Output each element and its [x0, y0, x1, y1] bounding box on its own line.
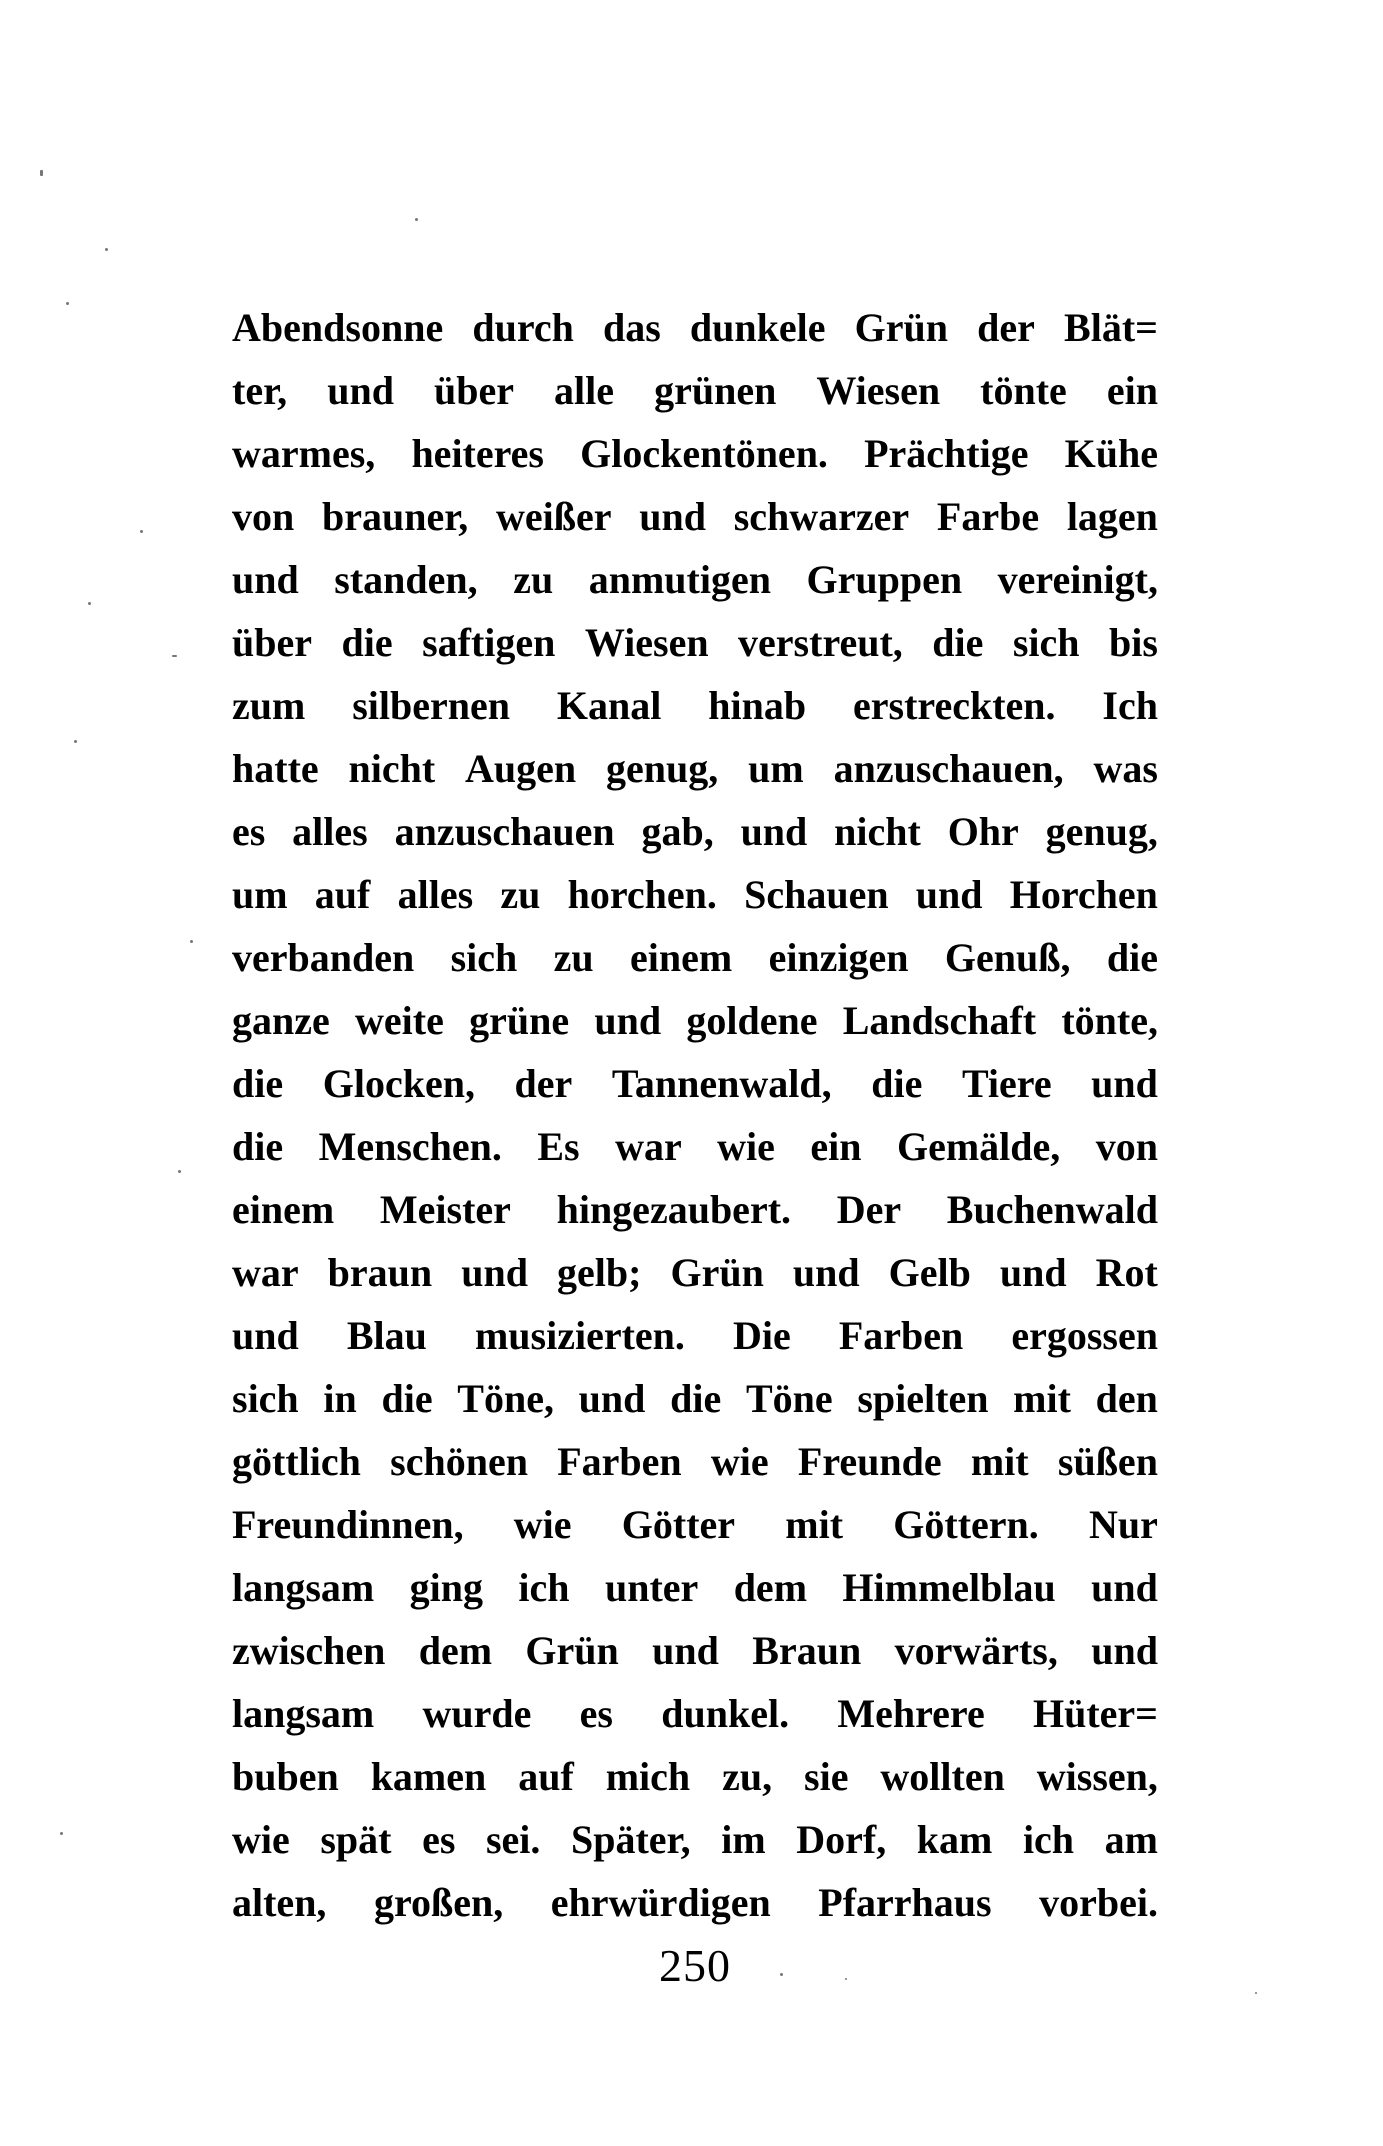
scan-speck: [1255, 1992, 1257, 1994]
scan-speck: [88, 602, 91, 605]
scan-speck: [66, 302, 69, 305]
text-line: göttlich schönen Farben wie Freunde mit süßen: [232, 1439, 1158, 1484]
text-line: um auf alles zu horchen. Schauen und Horchen: [232, 872, 1158, 917]
text-line: über die saftigen Wiesen verstreut, die sich bis: [232, 620, 1158, 665]
text-line: die Menschen. Es war wie ein Gemälde, von: [232, 1124, 1158, 1169]
scan-speck: [140, 530, 143, 533]
text-line: von brauner, weißer und schwarzer Farbe lagen: [232, 494, 1158, 539]
text-line: es alles anzuschauen gab, und nicht Ohr genug,: [232, 809, 1158, 854]
text-line: warmes, heiteres Glockentönen. Prächtige Kühe: [232, 431, 1158, 476]
scan-speck: [172, 655, 177, 657]
scan-speck: [40, 170, 43, 176]
page-number: 250: [659, 1940, 731, 1991]
text-line: verbanden sich zu einem einzigen Genuß, die: [232, 935, 1158, 980]
text-line: hatte nicht Augen genug, um anzuschauen, was: [232, 746, 1158, 791]
text-line: langsam wurde es dunkel. Mehrere Hüter=: [232, 1691, 1158, 1736]
text-line: alten, großen, ehrwürdigen Pfarrhaus vorbei.: [232, 1880, 1158, 1925]
scan-speck: [190, 940, 193, 943]
text-line: und standen, zu anmutigen Gruppen vereinigt,: [232, 557, 1158, 602]
scan-speck: [60, 1832, 63, 1835]
text-line: die Glocken, der Tannenwald, die Tiere und: [232, 1061, 1158, 1106]
body-text-block: [232, 296, 1158, 1934]
text-line: langsam ging ich unter dem Himmelblau und: [232, 1565, 1158, 1610]
text-line: und Blau musizierten. Die Farben ergossen: [232, 1313, 1158, 1358]
text-line: buben kamen auf mich zu, sie wollten wissen,: [232, 1754, 1158, 1799]
text-line: Abendsonne durch das dunkele Grün der Blät=: [232, 305, 1158, 350]
text-line: ganze weite grüne und goldene Landschaft tönte,: [232, 998, 1158, 1043]
text-line: wie spät es sei. Später, im Dorf, kam ich am: [232, 1817, 1158, 1862]
scan-speck: [178, 1170, 181, 1173]
text-line: ter, und über alle grünen Wiesen tönte ein: [232, 368, 1158, 413]
scan-speck: [780, 1973, 783, 1976]
scan-speck: [105, 248, 108, 251]
text-line: zum silbernen Kanal hinab erstreckten. Ich: [232, 683, 1158, 728]
text-line: Freundinnen, wie Götter mit Göttern. Nur: [232, 1502, 1158, 1547]
text-line: einem Meister hingezaubert. Der Buchenwald: [232, 1187, 1158, 1232]
scan-speck: [415, 218, 418, 221]
text-line: sich in die Töne, und die Töne spielten mit den: [232, 1376, 1158, 1421]
text-line: war braun und gelb; Grün und Gelb und Rot: [232, 1250, 1158, 1295]
scan-speck: [74, 740, 77, 743]
scan-speck: [845, 1978, 847, 1980]
text-line: zwischen dem Grün und Braun vorwärts, und: [232, 1628, 1158, 1673]
